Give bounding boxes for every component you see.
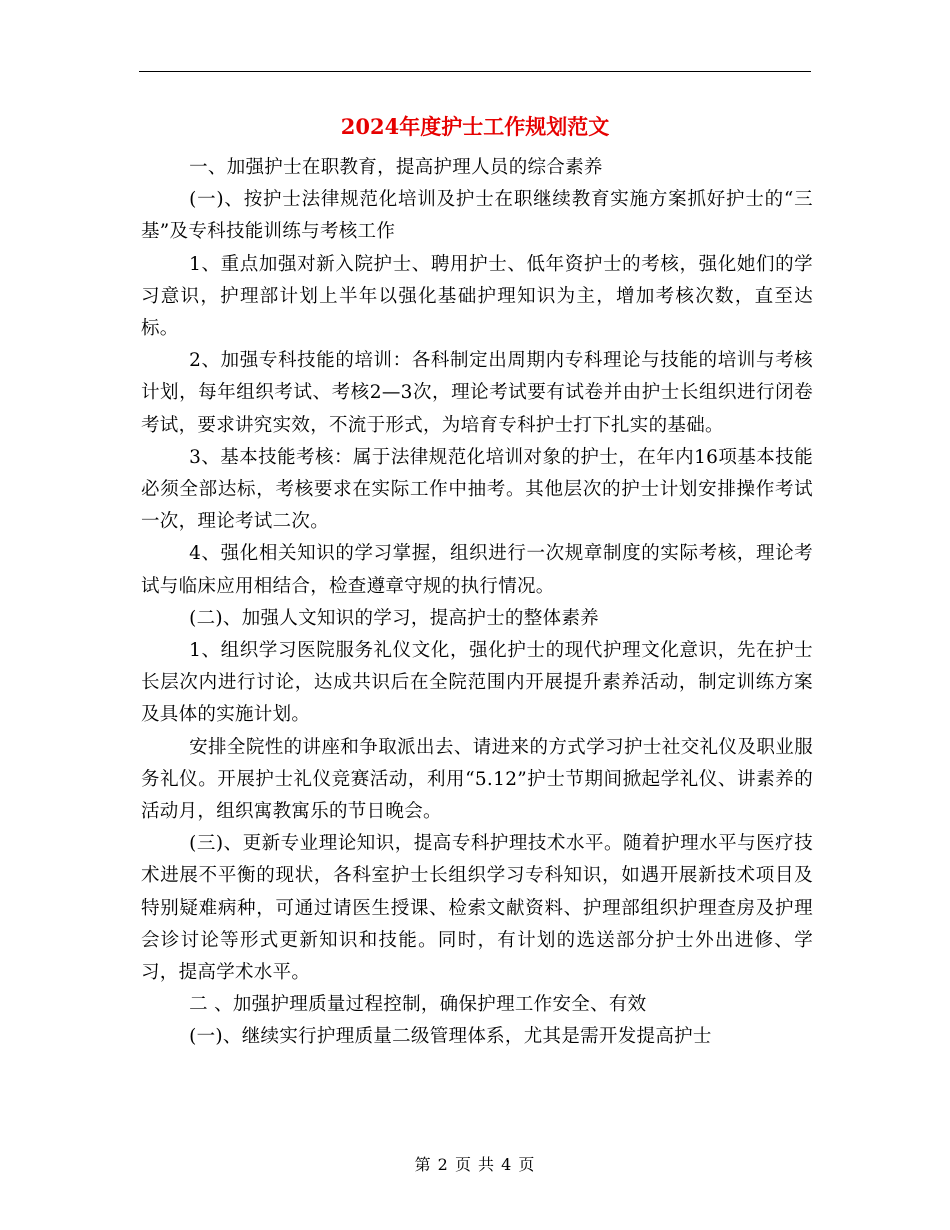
paragraph: 二 、加强护理质量过程控制，确保护理工作安全、有效 [189,994,647,1016]
paragraph: (一)、继续实行护理质量二级管理体系，尤其是需开发提高护士 [189,1026,712,1048]
paragraph: 1、重点加强对新入院护士、聘用护士、低年资护士的考核，强化她们的学习意识，护理部计划上半年以强化基础护理知识为主，增加考核次数，直至达标。 [141,253,813,340]
paragraph: (二)、加强人文知识的学习，提高护士的整体素养 [189,607,599,629]
header-rule [139,71,811,72]
paragraph: (三)、更新专业理论知识，提高专科护理技术水平。随着护理水平与医疗技术进展不平衡的现状，各科室护士长组织学习专科知识，如遇开展新技术项目及特别疑难病种，可通过请医生授课、检索文献资料、护理部组织护理查房及护理会诊讨论等形式更新知识和技能。同时，有计划的选送部分护士外出进修、学习，提高学术水平。 [141,833,813,984]
document-body [141,152,813,1054]
paragraph: 2、加强专科技能的培训：各科制定出周期内专科理论与技能的培训与考核计划，每年组织考试、考核2—3次，理论考试要有试卷并由护士长组织进行闭卷考试，要求讲究实效，不流于形式，为培育专科护士打下扎实的基础。 [141,350,813,436]
paragraph: 3、基本技能考核：属于法律规范化培训对象的护士，在年内16项基本技能必须全部达标，考核要求在实际工作中抽考。其他层次的护士计划安排操作考试一次，理论考试二次。 [141,446,813,533]
paragraph: 1、组织学习医院服务礼仪文化，强化护士的现代护理文化意识，先在护士长层次内进行讨论，达成共识后在全院范围内开展提升素养活动，制定训练方案及具体的实施计划。 [141,640,813,726]
document-title: 2024年度护士工作规划范文 [340,114,610,139]
paragraph: (一)、按护士法律规范化培训及护士在职继续教育实施方案抓好护士的“三基”及专科技能训练与考核工作 [141,189,813,243]
paragraph: 安排全院性的讲座和争取派出去、请进来的方式学习护士社交礼仪及职业服务礼仪。开展护士礼仪竞赛活动，利用“5.12”护士节期间掀起学礼仪、讲素养的活动月，组织寓教寓乐的节日晚会。 [141,736,813,823]
paragraph: 4、强化相关知识的学习掌握，组织进行一次规章制度的实际考核，理论考试与临床应用相结合，检查遵章守规的执行情况。 [141,543,813,597]
paragraph: 一、加强护士在职教育，提高护理人员的综合素养 [189,157,603,178]
page-footer: 第 2 页 共 4 页 [414,1155,536,1174]
